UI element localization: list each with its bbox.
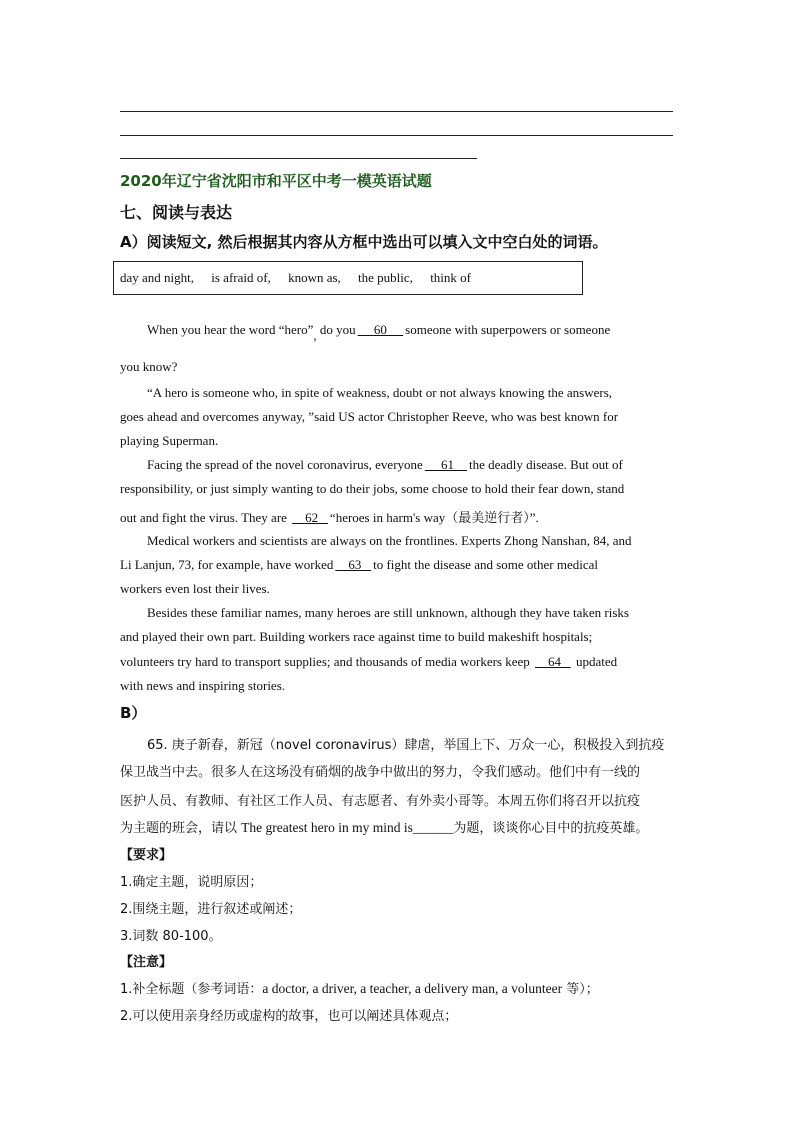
blank-63: 63 — [348, 557, 362, 572]
section-heading: 七、阅读与表达 — [120, 203, 233, 222]
answer-line-2 — [120, 135, 673, 136]
blank-64: 64 — [548, 654, 562, 669]
passage-line: and played their own part. Building workers race against time to build makeshift hospitals; — [120, 629, 593, 644]
passage-line: playing Superman. — [120, 433, 219, 448]
passage-line: Besides these familiar names, many heroes are still unknown, although they have taken risks — [147, 605, 629, 620]
word-option: known as, — [288, 270, 341, 285]
requirements-heading: 【要求】 — [120, 848, 173, 863]
passage-line: Facing the spread of the novel coronavirus, everyone 61 the deadly disease. But out of — [147, 457, 623, 472]
passage-line: When you hear the word “hero”, do you 60 someone with superpowers or someone — [147, 322, 611, 343]
blank-60: 60 — [373, 322, 387, 337]
writing-prompt-line: 65. 庚子新春，新冠（novel coronavirus）肆虐，举国上下、万众一心，积极投入到抗疫 — [147, 738, 665, 753]
word-option: is afraid of, — [211, 270, 271, 285]
passage-line: you know? — [120, 359, 178, 374]
notes-heading: 【注意】 — [120, 955, 173, 970]
passage-line: responsibility, or just simply wanting to do their jobs, some choose to hold their fear down, stand — [120, 481, 625, 496]
exam-title: 2020年辽宁省沈阳市和平区中考一模英语试题 — [120, 172, 432, 190]
passage-line: workers even lost their lives. — [120, 581, 270, 596]
part-b-label: B） — [120, 704, 147, 722]
word-bank-box — [113, 261, 583, 295]
blank-62: 62 — [305, 510, 319, 525]
note-item: 1.补全标题（参考词语：a doctor, a driver, a teacher, a delivery man, a volunteer 等）； — [120, 981, 599, 997]
passage-line: goes ahead and overcomes anyway, ”said US actor Christopher Reeve, who was best known for — [120, 409, 619, 424]
passage-line: volunteers try hard to transport supplies; and thousands of media workers keep 64 updated — [120, 654, 618, 669]
passage-line: out and fight the virus. They are 62 “heroes in harm's way（最美逆行者）”. — [120, 510, 539, 525]
blank-61: 61 — [441, 457, 455, 472]
requirement-item: 2.围绕主题，进行叙述或阐述； — [120, 902, 302, 917]
word-option: the public, — [358, 270, 413, 285]
passage-line: Medical workers and scientists are always on the frontlines. Experts Zhong Nanshan, 84, and — [147, 533, 632, 548]
part-a-instruction: A）阅读短文, 然后根据其内容从方框中选出可以填入文中空白处的词语。 — [120, 233, 608, 251]
requirement-item: 3.词数 80-100。 — [120, 929, 222, 944]
passage-line: with news and inspiring stories. — [120, 678, 286, 693]
requirement-item: 1.确定主题，说明原因； — [120, 875, 263, 890]
word-option: think of — [430, 270, 471, 285]
word-option: day and night, — [120, 270, 195, 285]
answer-line-1 — [120, 111, 673, 112]
writing-prompt-line: 为主题的班会，请以 The greatest hero in my mind is______为题，谈谈你心目中的抗疫英雄。 — [120, 820, 649, 836]
passage-line: Li Lanjun, 73, for example, have worked 63 to fight the disease and some other medical — [120, 557, 599, 572]
essay-title-blank: The greatest hero in my mind is______ — [241, 820, 454, 835]
writing-prompt-line: 保卫战当中去。很多人在这场没有硝烟的战争中做出的努力，令我们感动。他们中有一线的 — [120, 765, 641, 780]
writing-prompt-line: 医护人员、有教师、有社区工作人员、有志愿者、有外卖小哥等。本周五你们将召开以抗疫 — [120, 794, 641, 809]
answer-line-3 — [120, 158, 477, 159]
note-item: 2.可以使用亲身经历或虚构的故事，也可以阐述具体观点； — [120, 1009, 458, 1024]
passage-line: “A hero is someone who, in spite of weakness, doubt or not always knowing the answers, — [147, 385, 613, 400]
